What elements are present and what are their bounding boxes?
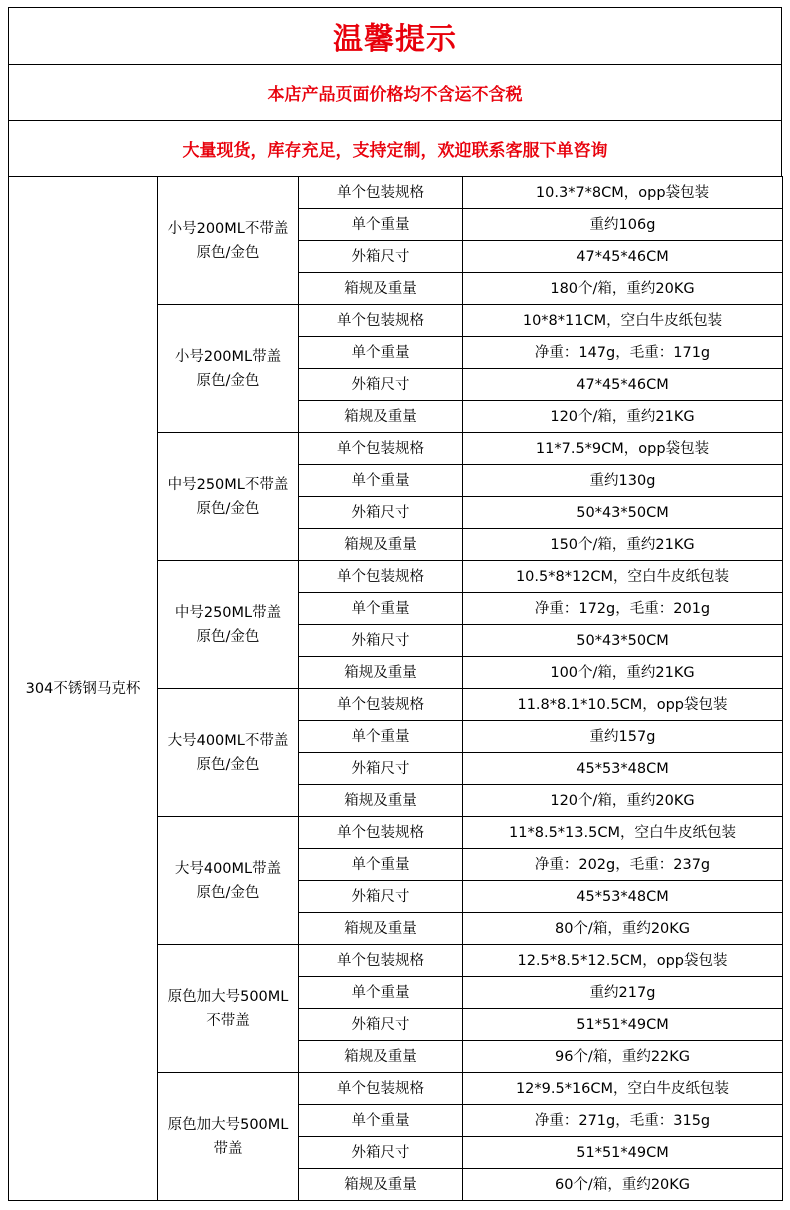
product-name-cell: 304不锈钢马克杯 <box>9 177 158 1201</box>
spec-label-cell: 箱规及重量 <box>299 1169 463 1201</box>
spec-value-cell: 重约157g <box>463 721 783 753</box>
spec-value-cell: 净重：147g，毛重：171g <box>463 337 783 369</box>
variant-name-cell: 中号250ML不带盖 原色/金色 <box>158 433 299 561</box>
variant-name-cell: 原色加大号500ML 带盖 <box>158 1073 299 1201</box>
spec-value-cell: 180个/箱，重约20KG <box>463 273 783 305</box>
stock-notice: 大量现货，库存充足，支持定制，欢迎联系客服下单咨询 <box>8 120 782 176</box>
spec-label-cell: 单个重量 <box>299 977 463 1009</box>
spec-value-cell: 120个/箱，重约20KG <box>463 785 783 817</box>
price-notice: 本店产品页面价格均不含运不含税 <box>8 64 782 120</box>
spec-label-cell: 单个重量 <box>299 337 463 369</box>
spec-label-cell: 外箱尺寸 <box>299 1009 463 1041</box>
spec-label-cell: 外箱尺寸 <box>299 881 463 913</box>
spec-value-cell: 50*43*50CM <box>463 497 783 529</box>
spec-label-cell: 箱规及重量 <box>299 529 463 561</box>
spec-value-cell: 净重：271g，毛重：315g <box>463 1105 783 1137</box>
spec-value-cell: 净重：202g，毛重：237g <box>463 849 783 881</box>
spec-label-cell: 外箱尺寸 <box>299 753 463 785</box>
spec-label-cell: 单个重量 <box>299 209 463 241</box>
spec-value-cell: 12.5*8.5*12.5CM，opp袋包装 <box>463 945 783 977</box>
spec-value-cell: 10*8*11CM，空白牛皮纸包装 <box>463 305 783 337</box>
spec-label-cell: 箱规及重量 <box>299 273 463 305</box>
variant-name-cell: 大号400ML不带盖 原色/金色 <box>158 689 299 817</box>
spec-label-cell: 单个重量 <box>299 1105 463 1137</box>
spec-value-cell: 10.5*8*12CM，空白牛皮纸包装 <box>463 561 783 593</box>
variant-name-cell: 小号200ML带盖 原色/金色 <box>158 305 299 433</box>
spec-value-cell: 11.8*8.1*10.5CM，opp袋包装 <box>463 689 783 721</box>
spec-value-cell: 47*45*46CM <box>463 369 783 401</box>
spec-label-cell: 外箱尺寸 <box>299 625 463 657</box>
spec-value-cell: 11*8.5*13.5CM，空白牛皮纸包装 <box>463 817 783 849</box>
spec-value-cell: 96个/箱，重约22KG <box>463 1041 783 1073</box>
variant-name-cell: 小号200ML不带盖 原色/金色 <box>158 177 299 305</box>
spec-value-cell: 11*7.5*9CM，opp袋包装 <box>463 433 783 465</box>
spec-value-cell: 150个/箱，重约21KG <box>463 529 783 561</box>
spec-value-cell: 120个/箱，重约21KG <box>463 401 783 433</box>
spec-label-cell: 单个重量 <box>299 593 463 625</box>
spec-label-cell: 单个重量 <box>299 465 463 497</box>
spec-label-cell: 箱规及重量 <box>299 785 463 817</box>
spec-label-cell: 单个重量 <box>299 849 463 881</box>
variant-name-cell: 中号250ML带盖 原色/金色 <box>158 561 299 689</box>
spec-value-cell: 100个/箱，重约21KG <box>463 657 783 689</box>
spec-value-cell: 45*53*48CM <box>463 881 783 913</box>
variant-name-cell: 大号400ML带盖 原色/金色 <box>158 817 299 945</box>
spec-label-cell: 外箱尺寸 <box>299 1137 463 1169</box>
spec-label-cell: 外箱尺寸 <box>299 497 463 529</box>
spec-label-cell: 单个包装规格 <box>299 561 463 593</box>
spec-label-cell: 箱规及重量 <box>299 657 463 689</box>
spec-sheet <box>8 7 782 1201</box>
spec-label-cell: 外箱尺寸 <box>299 369 463 401</box>
spec-label-cell: 箱规及重量 <box>299 401 463 433</box>
spec-label-cell: 单个包装规格 <box>299 305 463 337</box>
spec-value-cell: 60个/箱，重约20KG <box>463 1169 783 1201</box>
spec-label-cell: 单个包装规格 <box>299 689 463 721</box>
spec-label-cell: 单个包装规格 <box>299 1073 463 1105</box>
spec-label-cell: 箱规及重量 <box>299 1041 463 1073</box>
spec-table <box>8 176 783 1201</box>
spec-table-body <box>9 177 783 1201</box>
spec-value-cell: 12*9.5*16CM，空白牛皮纸包装 <box>463 1073 783 1105</box>
spec-value-cell: 净重：172g，毛重：201g <box>463 593 783 625</box>
spec-label-cell: 单个重量 <box>299 721 463 753</box>
variant-name-cell: 原色加大号500ML 不带盖 <box>158 945 299 1073</box>
spec-label-cell: 单个包装规格 <box>299 945 463 977</box>
spec-value-cell: 重约106g <box>463 209 783 241</box>
spec-value-cell: 47*45*46CM <box>463 241 783 273</box>
spec-value-cell: 重约130g <box>463 465 783 497</box>
page-title: 温馨提示 <box>8 7 782 64</box>
spec-label-cell: 外箱尺寸 <box>299 241 463 273</box>
table-row <box>9 177 783 209</box>
spec-label-cell: 单个包装规格 <box>299 817 463 849</box>
spec-value-cell: 10.3*7*8CM，opp袋包装 <box>463 177 783 209</box>
spec-value-cell: 51*51*49CM <box>463 1137 783 1169</box>
spec-value-cell: 51*51*49CM <box>463 1009 783 1041</box>
spec-label-cell: 单个包装规格 <box>299 433 463 465</box>
spec-label-cell: 单个包装规格 <box>299 177 463 209</box>
spec-value-cell: 45*53*48CM <box>463 753 783 785</box>
spec-value-cell: 50*43*50CM <box>463 625 783 657</box>
spec-value-cell: 80个/箱，重约20KG <box>463 913 783 945</box>
spec-value-cell: 重约217g <box>463 977 783 1009</box>
spec-label-cell: 箱规及重量 <box>299 913 463 945</box>
